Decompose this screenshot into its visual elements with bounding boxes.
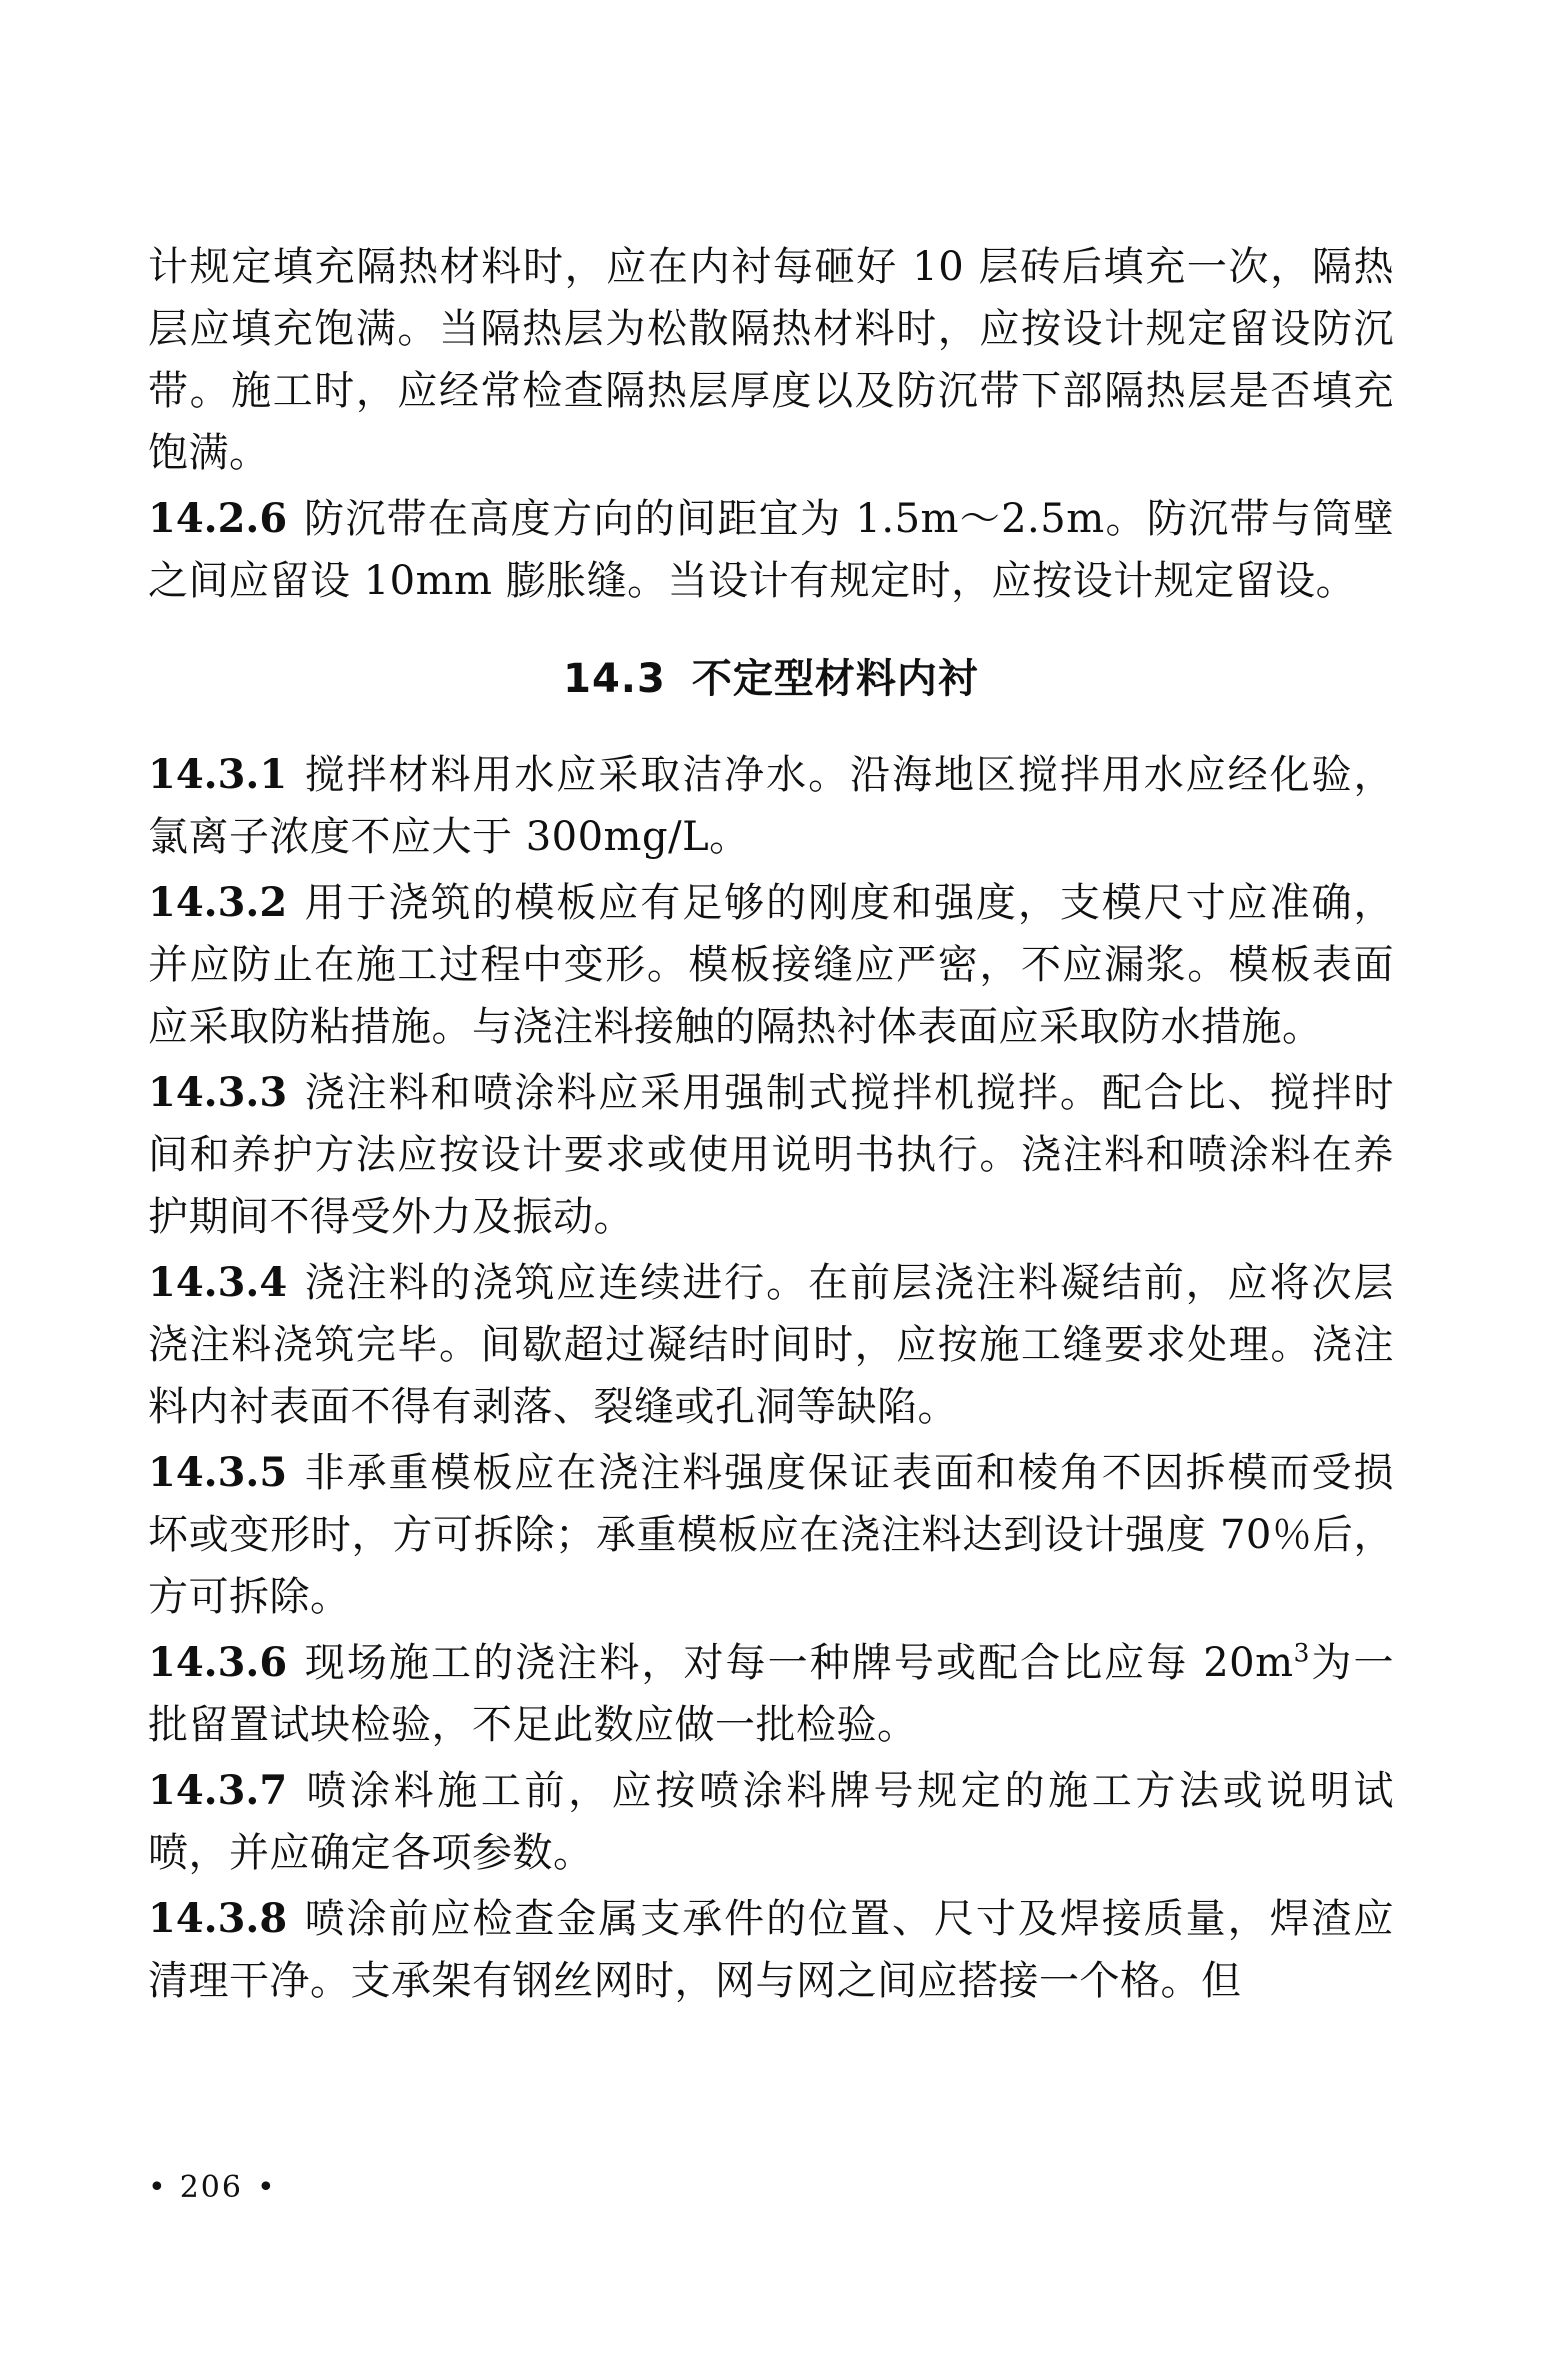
clause-number: 14.3.8	[148, 1895, 288, 1942]
clause-number: 14.3.3	[148, 1069, 288, 1116]
page-footer	[148, 2168, 1394, 2208]
page-number: 206	[179, 2170, 243, 2205]
clause-number: 14.3.1	[148, 751, 288, 798]
footer-right-dot: •	[256, 2170, 275, 2205]
clause-number: 14.3.7	[148, 1767, 288, 1814]
clause-14-3-6	[148, 1632, 1394, 1756]
paragraph-continuation: 计规定填充隔热材料时，应在内衬每砸好 10 层砖后填充一次，隔热层应填充饱满。当隔热层为松散隔热材料时，应按设计规定留设防沉带。施工时，应经常检查隔热层厚度以及防沉带下部隔热层是否填充饱满。	[148, 244, 1394, 476]
clause-14-3-3	[148, 1062, 1394, 1248]
clause-14-3-5	[148, 1442, 1394, 1628]
clause-text: 用于浇筑的模板应有足够的刚度和强度，支模尺寸应准确，并应防止在施工过程中变形。模板接缝应严密，不应漏浆。模板表面应采取防粘措施。与浇注料接触的隔热衬体表面应采取防水措施。	[148, 880, 1394, 1050]
clause-number: 14.3.4	[148, 1259, 288, 1306]
clause-text-after-superscript: 为一批留置试块检验，不足此数应做一批检验。	[148, 1640, 1395, 1748]
clause-14-3-8	[148, 1888, 1394, 2012]
clause-14-3-4	[148, 1252, 1394, 1438]
clause-text: 搅拌材料用水应采取洁净水。沿海地区搅拌用水应经化验，氯离子浓度不应大于 300mg/L。	[148, 752, 1394, 860]
clause-14-3-1	[148, 744, 1394, 868]
clause-text: 浇注料的浇筑应连续进行。在前层浇注料凝结前，应将次层浇注料浇筑完毕。间歇超过凝结时间时，应按施工缝要求处理。浇注料内衬表面不得有剥落、裂缝或孔洞等缺陷。	[148, 1260, 1394, 1430]
clause-text-before-superscript: 现场施工的浇注料，对每一种牌号或配合比应每 20m	[303, 1640, 1294, 1686]
clause-text: 防沉带在高度方向的间距宜为 1.5m～2.5m。防沉带与筒壁之间应留设 10mm 膨胀缝。当设计有规定时，应按设计规定留设。	[148, 496, 1394, 604]
clause-number: 14.3.5	[148, 1449, 288, 1496]
page-content	[148, 236, 1394, 2016]
section-heading-number: 14.3	[563, 656, 666, 702]
clause-number: 14.2.6	[148, 495, 288, 542]
cubic-meter-superscript: 3	[1293, 1638, 1310, 1668]
section-heading-title: 不定型材料内衬	[691, 656, 979, 702]
clause-text: 喷涂前应检查金属支承件的位置、尺寸及焊接质量，焊渣应清理干净。支承架有钢丝网时，网与网之间应搭接一个格。但	[148, 1896, 1394, 2004]
clause-text: 浇注料和喷涂料应采用强制式搅拌机搅拌。配合比、搅拌时间和养护方法应按设计要求或使用说明书执行。浇注料和喷涂料在养护期间不得受外力及振动。	[148, 1070, 1394, 1240]
clause-text: 喷涂料施工前，应按喷涂料牌号规定的施工方法或说明试喷，并应确定各项参数。	[148, 1768, 1394, 1876]
clause-14-3-2	[148, 872, 1394, 1058]
section-heading-14-3	[148, 648, 1394, 710]
clause-number: 14.3.2	[148, 879, 288, 926]
clause-14-2-6	[148, 488, 1394, 612]
clause-14-3-7	[148, 1760, 1394, 1884]
clause-number: 14.3.6	[148, 1639, 288, 1686]
clause-text: 非承重模板应在浇注料强度保证表面和棱角不因拆模而受损坏或变形时，方可拆除；承重模板应在浇注料达到设计强度 70％后，方可拆除。	[148, 1450, 1394, 1620]
footer-left-dot: •	[148, 2170, 166, 2205]
